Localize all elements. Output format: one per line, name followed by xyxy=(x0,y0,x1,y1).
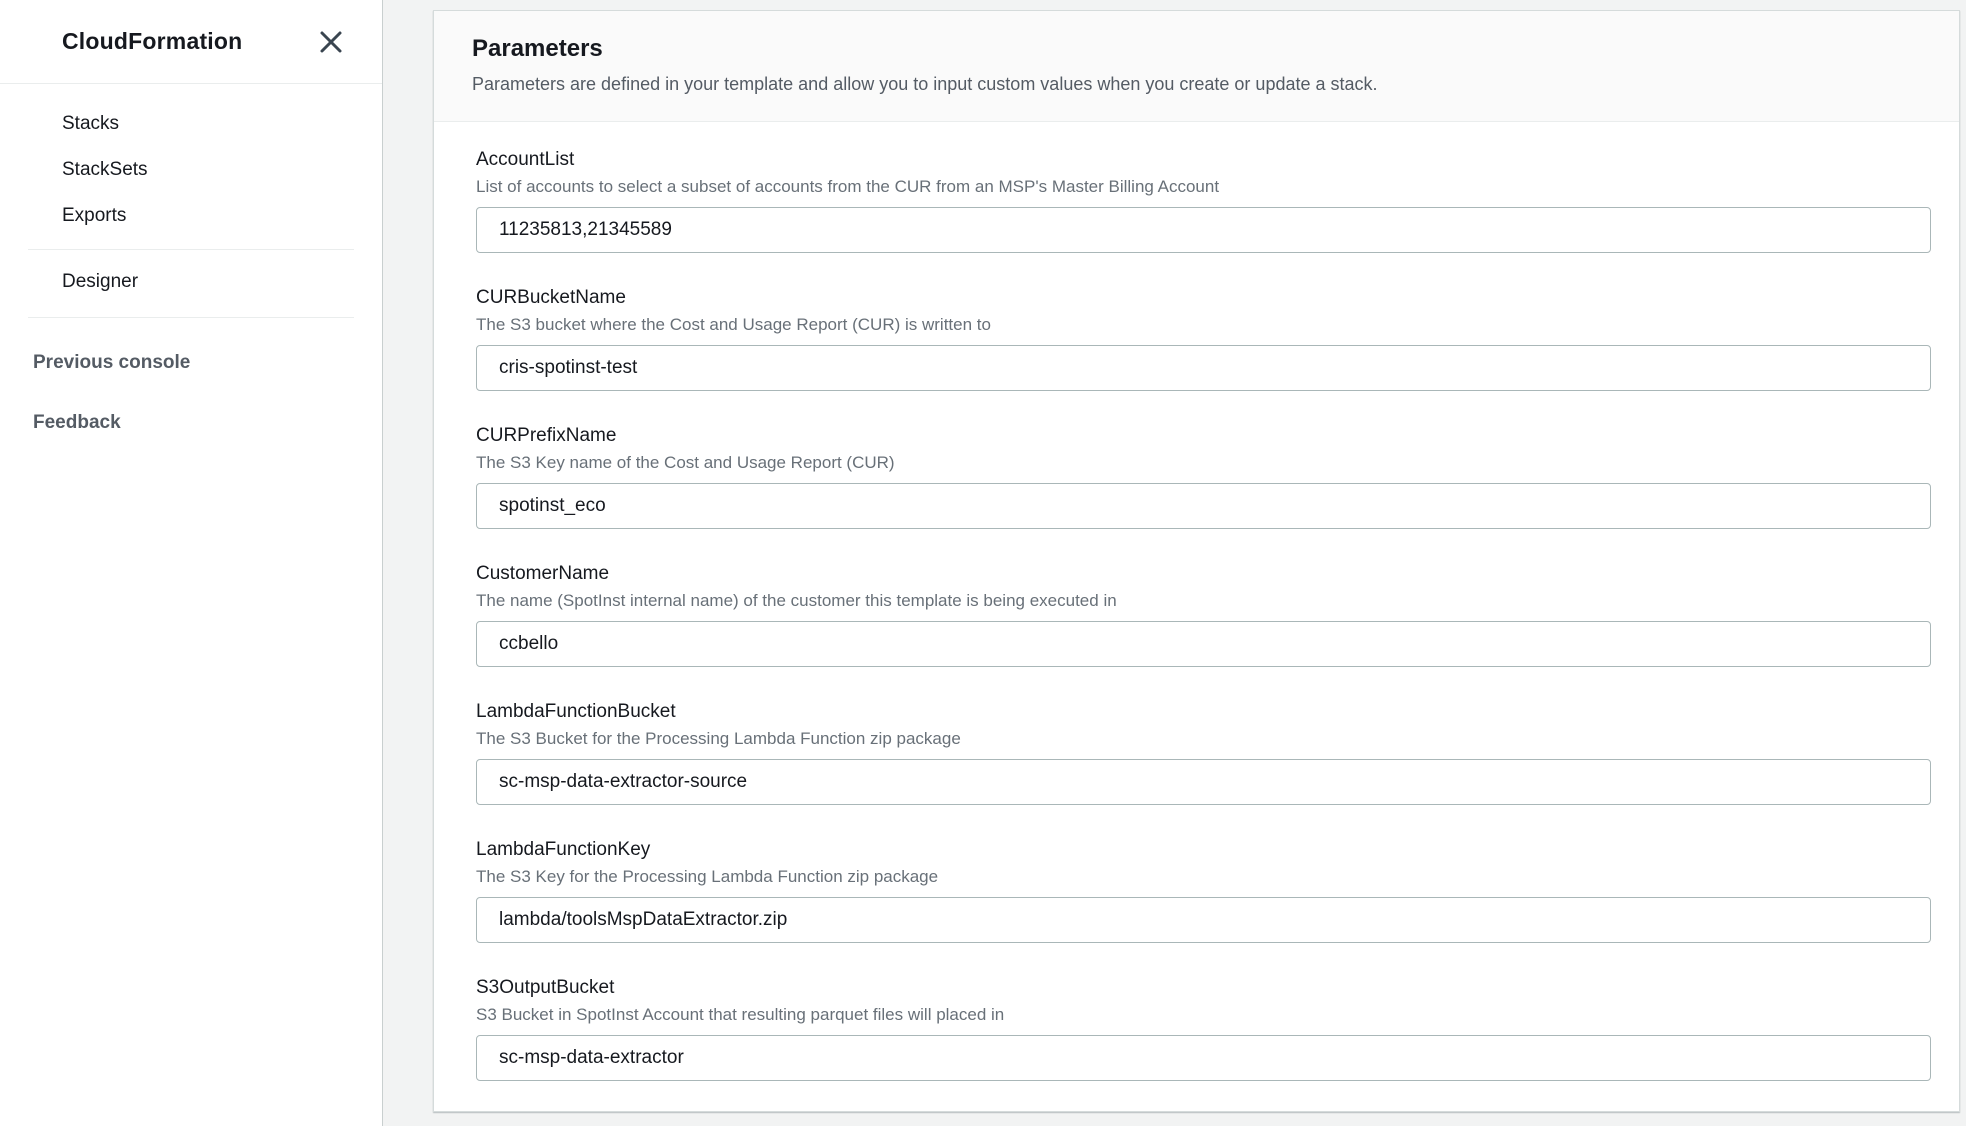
sidebar-nav xyxy=(0,84,382,446)
sidebar-item-feedback[interactable]: Feedback xyxy=(33,412,121,433)
s3outputbucket-input[interactable] xyxy=(476,1035,1931,1081)
field-description: The S3 Bucket for the Processing Lambda Function zip package xyxy=(476,729,961,748)
field-label: CURPrefixName xyxy=(476,425,617,446)
field-s3outputbucket xyxy=(476,976,1931,1081)
field-description: The name (SpotInst internal name) of the customer this template is being executed in xyxy=(476,591,1117,610)
field-label: LambdaFunctionBucket xyxy=(476,701,676,722)
field-curbucketname xyxy=(476,286,1931,391)
lambdafunctionkey-input[interactable] xyxy=(476,897,1931,943)
nav-divider xyxy=(28,317,354,318)
close-button[interactable] xyxy=(314,25,348,59)
field-description: The S3 bucket where the Cost and Usage Report (CUR) is written to xyxy=(476,315,991,334)
field-accountlist xyxy=(476,148,1931,253)
parameters-card-header xyxy=(434,11,1959,122)
field-lambdafunctionbucket xyxy=(476,700,1931,805)
field-description: The S3 Key for the Processing Lambda Function zip package xyxy=(476,867,939,886)
parameters-card xyxy=(433,10,1960,1112)
parameters-form xyxy=(434,122,1959,1111)
close-icon xyxy=(318,29,344,55)
field-label: CustomerName xyxy=(476,563,610,584)
sidebar-item-designer[interactable]: Designer xyxy=(62,271,139,292)
main-content xyxy=(383,0,1966,1126)
field-label: AccountList xyxy=(476,149,575,170)
nav-divider xyxy=(28,249,354,250)
field-label: S3OutputBucket xyxy=(476,977,615,998)
field-curprefixname xyxy=(476,424,1931,529)
page-description: Parameters are defined in your template and allow you to input custom values when you create or update a stack. xyxy=(472,74,1378,94)
sidebar-item-stacksets[interactable]: StackSets xyxy=(62,159,148,180)
curbucketname-input[interactable] xyxy=(476,345,1931,391)
field-lambdafunctionkey xyxy=(476,838,1931,943)
field-customername xyxy=(476,562,1931,667)
page-title: Parameters xyxy=(472,35,603,62)
curprefixname-input[interactable] xyxy=(476,483,1931,529)
customername-input[interactable] xyxy=(476,621,1931,667)
field-description: S3 Bucket in SpotInst Account that resulting parquet files will placed in xyxy=(476,1005,1005,1024)
field-description: List of accounts to select a subset of accounts from the CUR from an MSP's Master Billing Account xyxy=(476,177,1220,196)
field-label: LambdaFunctionKey xyxy=(476,839,651,860)
sidebar xyxy=(0,0,383,1126)
sidebar-item-exports[interactable]: Exports xyxy=(62,205,127,226)
accountlist-input[interactable] xyxy=(476,207,1931,253)
sidebar-item-previous-console[interactable]: Previous console xyxy=(33,352,191,373)
sidebar-item-stacks[interactable]: Stacks xyxy=(62,113,120,134)
field-label: CURBucketName xyxy=(476,287,626,308)
sidebar-header xyxy=(0,0,382,84)
field-description: The S3 Key name of the Cost and Usage Report (CUR) xyxy=(476,453,895,472)
app-title: CloudFormation xyxy=(62,28,243,54)
lambdafunctionbucket-input[interactable] xyxy=(476,759,1931,805)
